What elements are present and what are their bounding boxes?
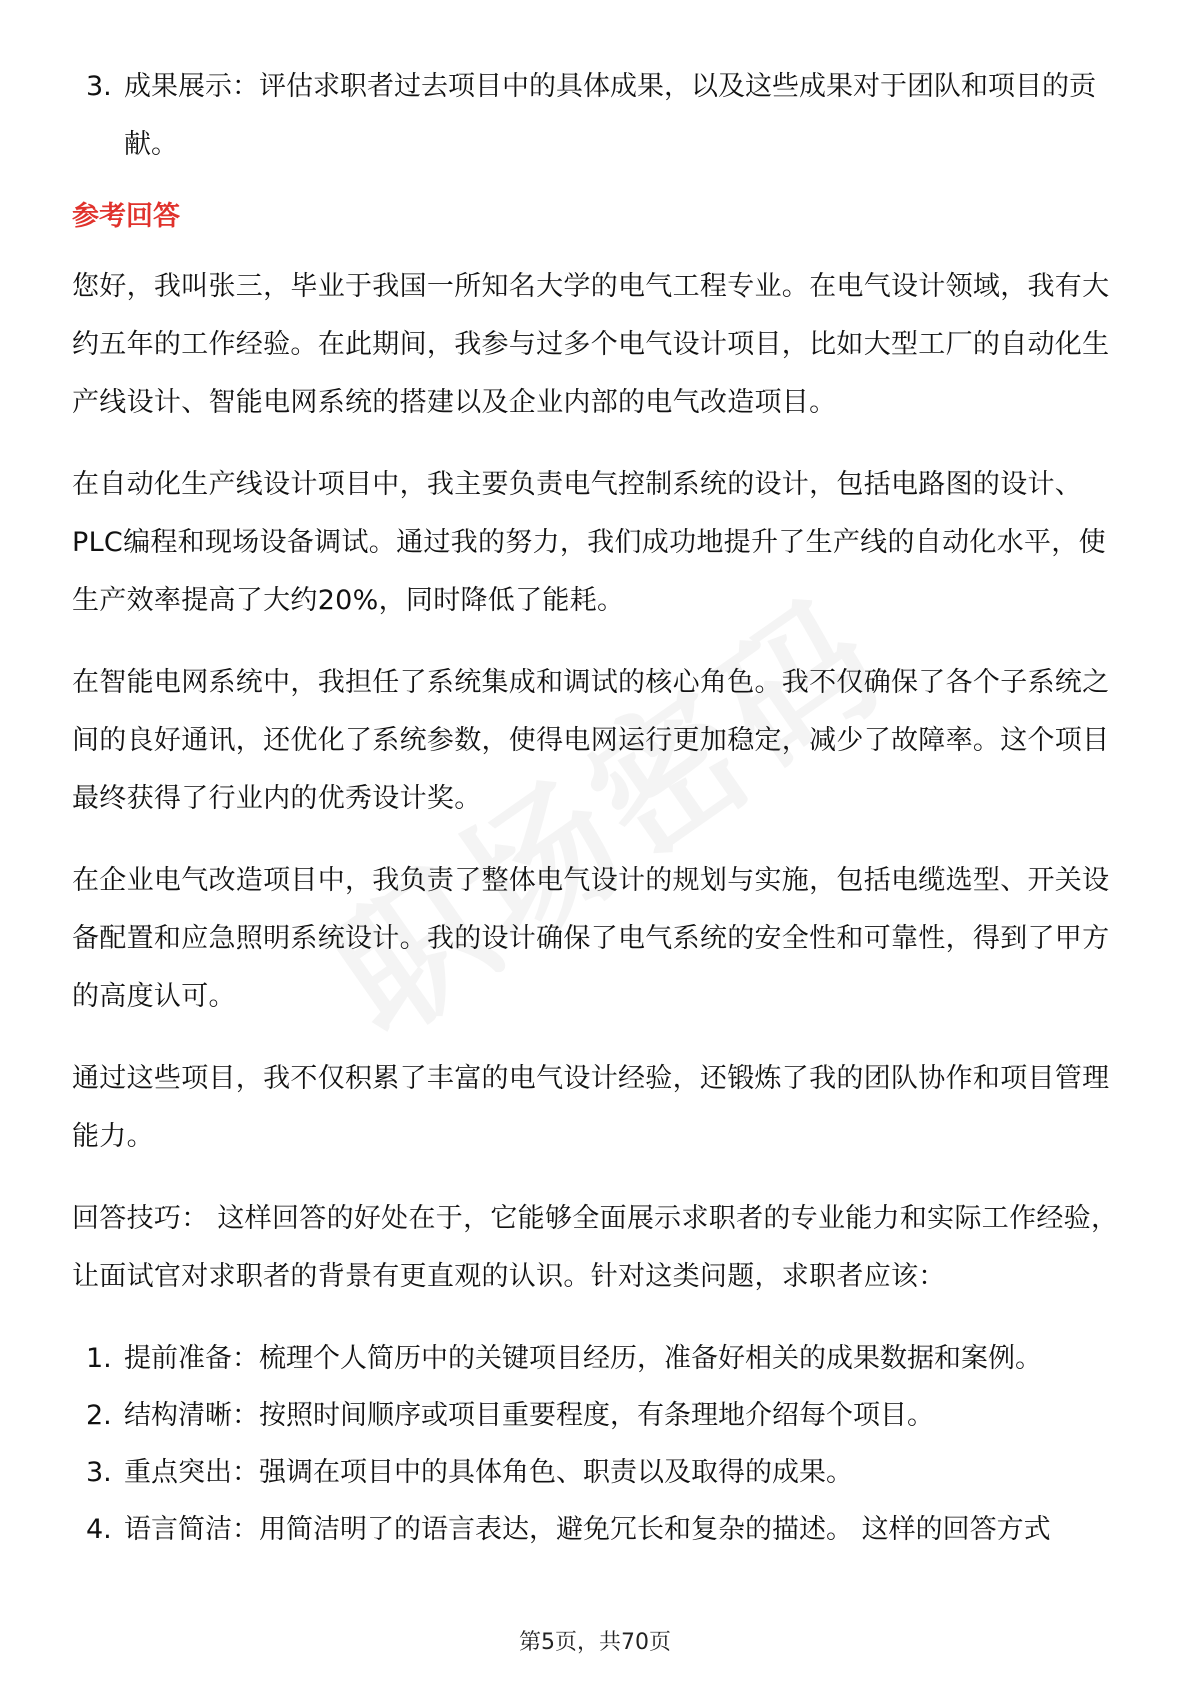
paragraph: 您好，我叫张三，毕业于我国一所知名大学的电气工程专业。在电气设计领域，我有大约五年的工作经验。在此期间，我参与过多个电气设计项目，比如大型工厂的自动化生产线设计、智能电网系统的搭建以及企业内部的电气改造项目。: [72, 271, 1110, 418]
list-item-text: 成果展示：评估求职者过去项目中的具体成果，以及这些成果对于团队和项目的贡献。: [124, 71, 1096, 160]
list-item: [72, 1501, 1132, 1558]
tips-list: [72, 1330, 1132, 1558]
list-item: [72, 1387, 1132, 1444]
list-item: [72, 1330, 1132, 1387]
list-item-text: 重点突出：强调在项目中的具体角色、职责以及取得的成果。: [124, 1457, 853, 1488]
page-content: [72, 58, 1132, 1558]
list-item: [72, 58, 1132, 174]
page-number: 第5页，共70页: [519, 1630, 671, 1655]
list-item-number: 2.: [86, 1400, 112, 1431]
list-item-number: 4.: [86, 1514, 112, 1545]
list-item: [72, 1444, 1132, 1501]
section-heading: 参考回答: [72, 201, 180, 232]
list-item-number: 3.: [86, 71, 112, 102]
list-item-number: 3.: [86, 1457, 112, 1488]
paragraph: 在企业电气改造项目中，我负责了整体电气设计的规划与实施，包括电缆选型、开关设备配置和应急照明系统设计。我的设计确保了电气系统的安全性和可靠性，得到了甲方的高度认可。: [72, 865, 1110, 1012]
answer-tips-intro: 回答技巧： 这样回答的好处在于，它能够全面展示求职者的专业能力和实际工作经验，让面试官对求职者的背景有更直观的认识。针对这类问题，求职者应该：: [72, 1203, 1119, 1292]
list-item-text: 提前准备：梳理个人简历中的关键项目经历，准备好相关的成果数据和案例。: [124, 1343, 1042, 1374]
list-item-text: 结构清晰：按照时间顺序或项目重要程度，有条理地介绍每个项目。: [124, 1400, 934, 1431]
paragraph: 在自动化生产线设计项目中，我主要负责电气控制系统的设计，包括电路图的设计、PLC编程和现场设备调试。通过我的努力，我们成功地提升了生产线的自动化水平，使生产效率提高了大约20%，同时降低了能耗。: [72, 469, 1106, 616]
list-item-text: 语言简洁：用简洁明了的语言表达，避免冗长和复杂的描述。 这样的回答方式: [124, 1514, 1051, 1545]
paragraph: 通过这些项目，我不仅积累了丰富的电气设计经验，还锻炼了我的团队协作和项目管理能力。: [72, 1063, 1110, 1152]
paragraph: 在智能电网系统中，我担任了系统集成和调试的核心角色。我不仅确保了各个子系统之间的良好通讯，还优化了系统参数，使得电网运行更加稳定，减少了故障率。这个项目最终获得了行业内的优秀设计奖。: [72, 667, 1110, 814]
criteria-list: [72, 58, 1132, 174]
list-item-number: 1.: [86, 1343, 112, 1374]
